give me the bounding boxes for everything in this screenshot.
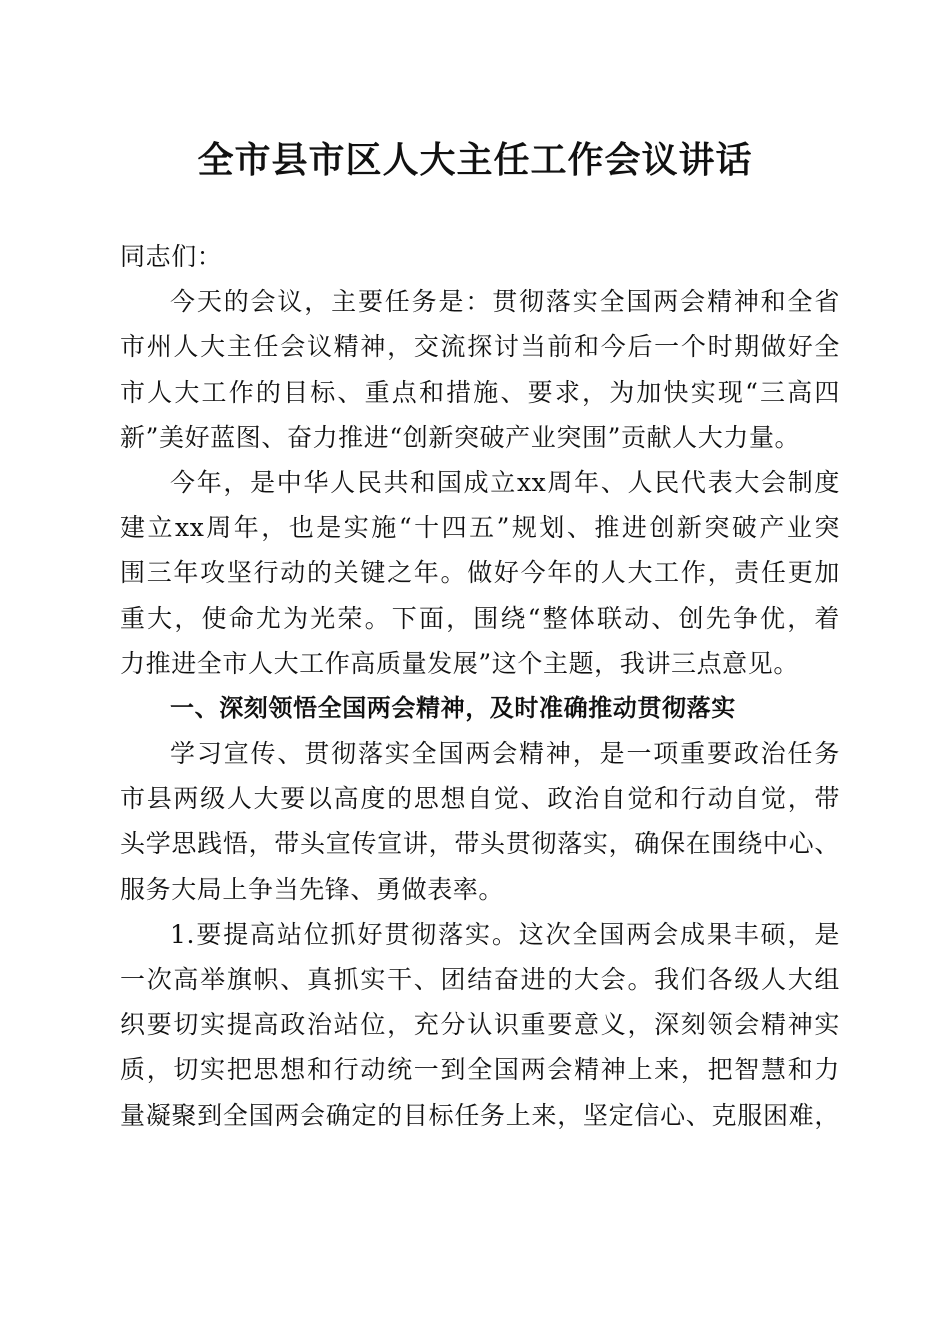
paragraph-line: 今天的会议，主要任务是：贯彻落实全国两会精神和全省 — [170, 287, 840, 317]
paragraph-line: 市县两级人大要以高度的思想自觉、政治自觉和行动自觉，带 — [120, 784, 840, 814]
paragraph-line: 1.要提高站位抓好贯彻落实。这次全国两会成果丰硕，是 — [170, 919, 840, 949]
paragraph-line: 重大，使命尤为光荣。下面，围绕“整体联动、创先争优，着 — [120, 603, 840, 633]
paragraph-line: 量凝聚到全国两会确定的目标任务上来，坚定信心、克服困难， — [120, 1100, 840, 1130]
paragraph-line: 学习宣传、贯彻落实全国两会精神，是一项重要政治任务 — [170, 739, 840, 769]
paragraph-line: 新”美好蓝图、奋力推进“创新突破产业突围”贡献人大力量。 — [120, 422, 801, 452]
paragraph-line: 质，切实把思想和行动统一到全国两会精神上来，把智慧和力 — [120, 1055, 840, 1085]
salutation: 同志们： — [120, 242, 223, 271]
paragraph-line: 今年，是中华人民共和国成立xx周年、人民代表大会制度 — [170, 467, 840, 497]
section-heading: 一、深刻领悟全国两会精神，及时准确推动贯彻落实 — [170, 693, 736, 722]
paragraph-line: 建立xx周年，也是实施“十四五”规划、推进创新突破产业突 — [120, 513, 840, 543]
paragraph-line: 织要切实提高政治站位，充分认识重要意义，深刻领会精神实 — [120, 1010, 840, 1040]
paragraph-line: 围三年攻坚行动的关键之年。做好今年的人大工作，责任更加 — [120, 558, 840, 588]
paragraph-line: 一次高举旗帜、真抓实干、团结奋进的大会。我们各级人大组 — [120, 965, 840, 994]
document-title: 全市县市区人大主任工作会议讲话 — [197, 139, 753, 181]
paragraph-line: 市州人大主任会议精神，交流探讨当前和今后一个时期做好全 — [120, 332, 840, 362]
document-body — [120, 234, 840, 1138]
paragraph-line: 头学思践悟，带头宣传宣讲，带头贯彻落实，确保在围绕中心、 — [120, 829, 840, 859]
paragraph-line: 市人大工作的目标、重点和措施、要求，为加快实现“三高四 — [120, 377, 840, 407]
paragraph-line: 力推进全市人大工作高质量发展”这个主题，我讲三点意见。 — [120, 648, 799, 678]
paragraph-line: 服务大局上争当先锋、勇做表率。 — [120, 874, 505, 904]
